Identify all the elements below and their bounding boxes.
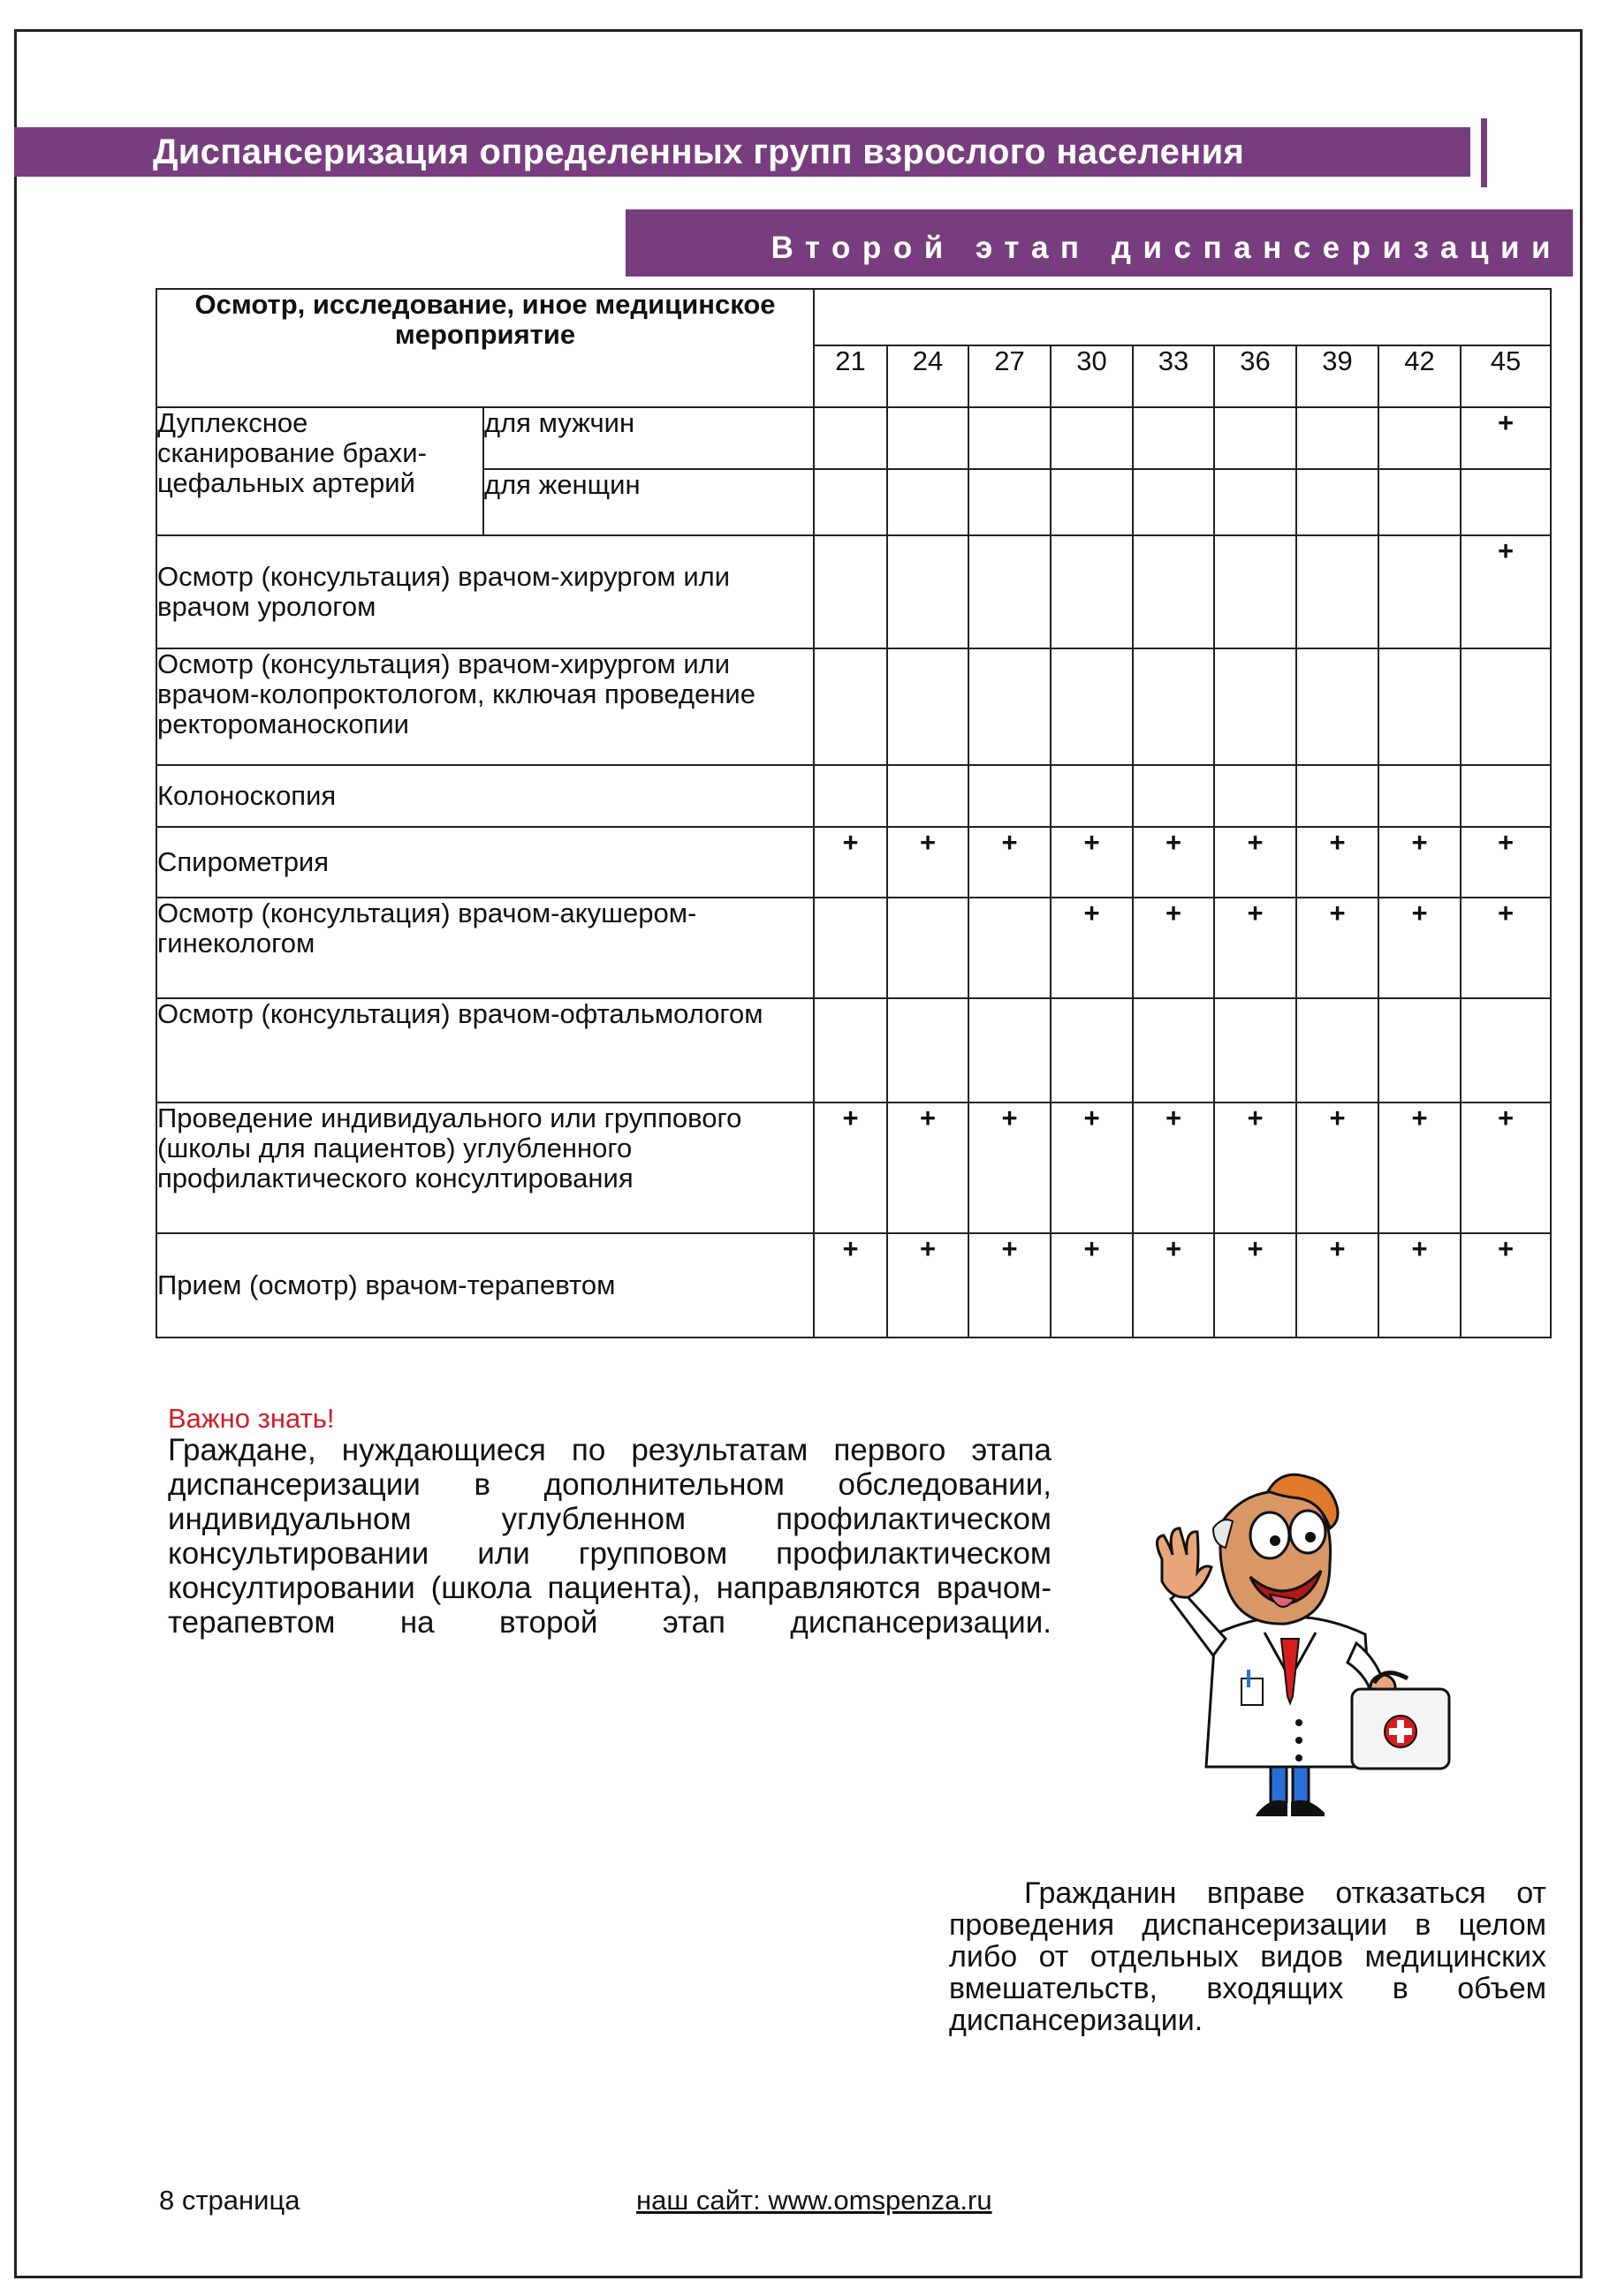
age-24-mark bbox=[887, 407, 968, 469]
age-30-mark bbox=[1051, 407, 1133, 469]
section-subtitle: Второй этап диспансеризации bbox=[771, 231, 1562, 265]
age-24-mark bbox=[887, 898, 968, 998]
age-39-mark bbox=[1296, 765, 1378, 827]
duplex-scanning-label: Дуплексное сканирование брахи-цефальных артерий bbox=[156, 407, 483, 535]
age-27-mark: + bbox=[968, 1103, 1051, 1233]
age-45-mark bbox=[1461, 648, 1551, 765]
page-number: 8 страница bbox=[159, 2185, 300, 2216]
age-21-mark: + bbox=[814, 827, 887, 898]
age-36-header: 36 bbox=[1214, 345, 1296, 407]
age-39-mark bbox=[1296, 469, 1378, 535]
age-30-mark: + bbox=[1051, 898, 1133, 998]
age-36-mark: + bbox=[1214, 1233, 1296, 1337]
age-36-mark bbox=[1214, 407, 1296, 469]
procedures-table bbox=[156, 288, 1552, 1338]
doctor-with-medical-case-icon bbox=[1109, 1466, 1462, 1838]
age-39-mark: + bbox=[1296, 1103, 1378, 1233]
procedure-label: Колоноскопия bbox=[156, 765, 814, 827]
age-39-mark: + bbox=[1296, 827, 1378, 898]
age-42-header: 42 bbox=[1378, 345, 1461, 407]
age-24-mark bbox=[887, 765, 968, 827]
important-text: Граждане, нуждающиеся по результатам первого этапа диспансеризации в дополнительном обследовании, индивидуальном углубленном профилактическом консультировании или групповом профилактическом консултировании (школа пациента), направляются врачом-терапевтом на второй этап диспансеризации. bbox=[168, 1433, 1052, 1640]
age-group-header bbox=[814, 289, 1551, 345]
table-row bbox=[156, 765, 1551, 827]
age-21-mark bbox=[814, 998, 887, 1103]
age-42-mark: + bbox=[1378, 898, 1461, 998]
page-title: Диспансеризация определенных групп взрослого населения bbox=[153, 133, 1245, 171]
age-24-mark bbox=[887, 535, 968, 648]
age-33-mark bbox=[1133, 469, 1214, 535]
procedure-label: Осмотр (консультация) врачом-хирургом или врачом-колопроктологом, кключая проведение ректороманоскопии bbox=[156, 648, 814, 765]
table-row bbox=[156, 998, 1551, 1103]
age-33-mark bbox=[1133, 765, 1214, 827]
age-36-mark: + bbox=[1214, 1103, 1296, 1233]
important-label: Важно знать! bbox=[168, 1403, 335, 1434]
procedure-label: Осмотр (консультация) врачом-акушером-гинекологом bbox=[156, 898, 814, 998]
refusal-notice: Гражданин вправе отказаться от проведения диспансеризации в целом либо от отдельных видов медицинских вмешательств, входящих в объем диспансеризации. bbox=[949, 1876, 1546, 2037]
table-row bbox=[156, 827, 1551, 898]
age-45-mark bbox=[1461, 998, 1551, 1103]
age-45-mark: + bbox=[1461, 898, 1551, 998]
age-24-mark bbox=[887, 469, 968, 535]
age-36-mark bbox=[1214, 648, 1296, 765]
procedure-label: Спирометрия bbox=[156, 827, 814, 898]
age-27-mark bbox=[968, 648, 1051, 765]
age-33-mark: + bbox=[1133, 898, 1214, 998]
age-42-mark: + bbox=[1378, 1103, 1461, 1233]
site-link[interactable]: наш сайт: www.omspenza.ru bbox=[636, 2185, 992, 2216]
age-30-mark: + bbox=[1051, 827, 1133, 898]
title-accent-bar bbox=[1481, 118, 1487, 187]
age-33-mark: + bbox=[1133, 1233, 1214, 1337]
age-42-mark bbox=[1378, 407, 1461, 469]
age-45-mark: + bbox=[1461, 827, 1551, 898]
age-42-mark bbox=[1378, 648, 1461, 765]
age-42-mark: + bbox=[1378, 1233, 1461, 1337]
age-21-mark bbox=[814, 765, 887, 827]
age-30-mark bbox=[1051, 998, 1133, 1103]
age-24-mark: + bbox=[887, 1233, 968, 1337]
age-27-mark bbox=[968, 535, 1051, 648]
age-42-mark: + bbox=[1378, 827, 1461, 898]
age-21-mark bbox=[814, 648, 887, 765]
age-27-mark bbox=[968, 407, 1051, 469]
age-21-mark bbox=[814, 469, 887, 535]
procedure-label: Проведение индивидуального или группового (школы для пациентов) углубленного профилактического консултирования bbox=[156, 1103, 814, 1233]
age-39-mark bbox=[1296, 998, 1378, 1103]
age-21-mark: + bbox=[814, 1233, 887, 1337]
age-27-header: 27 bbox=[968, 345, 1051, 407]
age-30-mark bbox=[1051, 765, 1133, 827]
age-21-header: 21 bbox=[814, 345, 887, 407]
age-45-header: 45 bbox=[1461, 345, 1551, 407]
age-39-mark: + bbox=[1296, 1233, 1378, 1337]
age-36-mark bbox=[1214, 998, 1296, 1103]
table-row bbox=[156, 1233, 1551, 1337]
age-39-header: 39 bbox=[1296, 345, 1378, 407]
age-27-mark: + bbox=[968, 827, 1051, 898]
age-42-mark bbox=[1378, 765, 1461, 827]
age-27-mark bbox=[968, 898, 1051, 998]
duplex-subgroup-women: для женщин bbox=[483, 469, 814, 535]
age-39-mark bbox=[1296, 535, 1378, 648]
age-30-mark bbox=[1051, 535, 1133, 648]
age-24-mark bbox=[887, 648, 968, 765]
age-36-mark bbox=[1214, 469, 1296, 535]
table-row bbox=[156, 898, 1551, 998]
age-30-mark bbox=[1051, 469, 1133, 535]
age-45-mark: + bbox=[1461, 407, 1551, 469]
age-24-mark: + bbox=[887, 1103, 968, 1233]
age-39-mark: + bbox=[1296, 898, 1378, 998]
age-21-mark bbox=[814, 407, 887, 469]
age-33-mark: + bbox=[1133, 827, 1214, 898]
age-27-mark bbox=[968, 469, 1051, 535]
age-36-mark bbox=[1214, 535, 1296, 648]
age-42-mark bbox=[1378, 469, 1461, 535]
age-24-header: 24 bbox=[887, 345, 968, 407]
age-39-mark bbox=[1296, 648, 1378, 765]
age-39-mark bbox=[1296, 407, 1378, 469]
age-42-mark bbox=[1378, 535, 1461, 648]
age-24-mark: + bbox=[887, 827, 968, 898]
age-33-mark bbox=[1133, 535, 1214, 648]
table-row bbox=[156, 407, 1551, 469]
age-21-mark: + bbox=[814, 1103, 887, 1233]
age-45-mark bbox=[1461, 469, 1551, 535]
age-21-mark bbox=[814, 535, 887, 648]
age-33-mark: + bbox=[1133, 1103, 1214, 1233]
age-30-mark: + bbox=[1051, 1233, 1133, 1337]
age-27-mark bbox=[968, 998, 1051, 1103]
age-27-mark: + bbox=[968, 1233, 1051, 1337]
table-row bbox=[156, 535, 1551, 648]
age-24-mark bbox=[887, 998, 968, 1103]
age-33-mark bbox=[1133, 407, 1214, 469]
table-row bbox=[156, 1103, 1551, 1233]
procedure-label: Осмотр (консультация) врачом-офтальмологом bbox=[156, 998, 814, 1103]
age-33-mark bbox=[1133, 648, 1214, 765]
age-27-mark bbox=[968, 765, 1051, 827]
age-33-header: 33 bbox=[1133, 345, 1214, 407]
procedure-label: Осмотр (консультация) врачом-хирургом или врачом урологом bbox=[156, 535, 814, 648]
age-36-mark bbox=[1214, 765, 1296, 827]
age-30-mark bbox=[1051, 648, 1133, 765]
age-30-header: 30 bbox=[1051, 345, 1133, 407]
age-33-mark bbox=[1133, 998, 1214, 1103]
age-42-mark bbox=[1378, 998, 1461, 1103]
age-30-mark: + bbox=[1051, 1103, 1133, 1233]
procedure-label: Прием (осмотр) врачом-терапевтом bbox=[156, 1233, 814, 1337]
age-45-mark: + bbox=[1461, 1233, 1551, 1337]
age-36-mark: + bbox=[1214, 898, 1296, 998]
table-row bbox=[156, 648, 1551, 765]
age-45-mark: + bbox=[1461, 1103, 1551, 1233]
age-45-mark bbox=[1461, 765, 1551, 827]
age-36-mark: + bbox=[1214, 827, 1296, 898]
age-21-mark bbox=[814, 898, 887, 998]
duplex-subgroup-men: для мужчин bbox=[483, 407, 814, 469]
procedure-column-header: Осмотр, исследование, иное медицинское мероприятие bbox=[156, 289, 814, 407]
age-45-mark: + bbox=[1461, 535, 1551, 648]
